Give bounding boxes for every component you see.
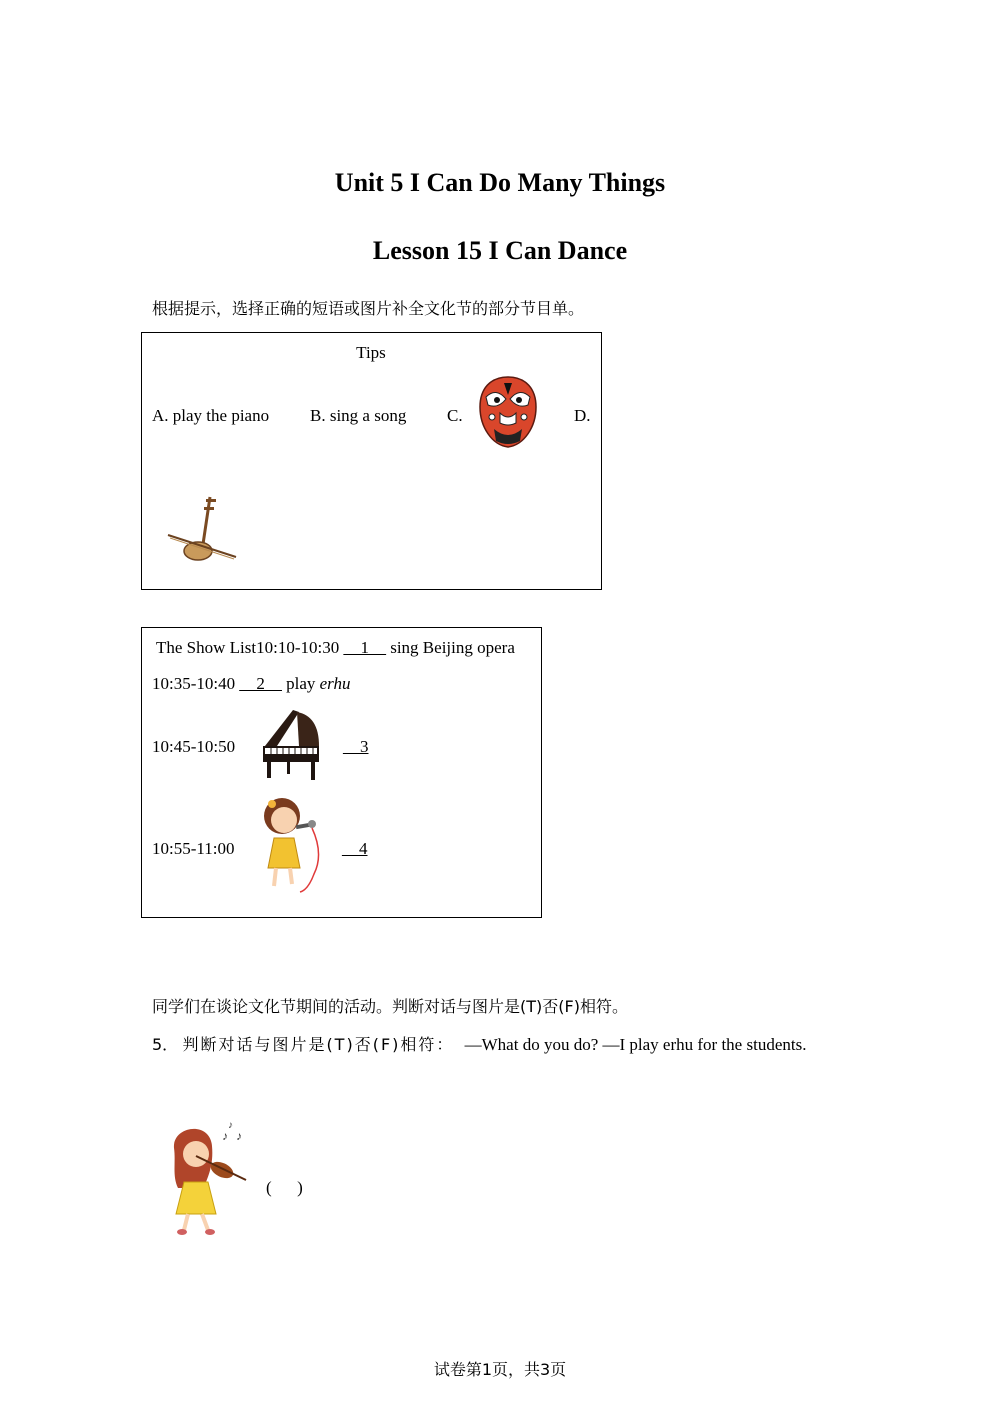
row2-blank: __2__ [239,674,282,693]
tips-heading: Tips [356,343,386,362]
q5-answer-paren: ( ) [266,1178,303,1197]
violin-girl-icon [166,1118,250,1238]
section2-instruction: 同学们在谈论文化节期间的活动。判断对话与图片是(T)否(F)相符。 [152,997,628,1016]
svg-text:♪: ♪ [222,1129,228,1143]
q5-dialogue: —What do you do? —I play erhu for the students. [464,1035,807,1054]
opera-mask-icon [476,375,540,449]
tips-option-a: A. play the piano [152,406,270,425]
row3-blank: __3 [343,737,369,756]
section1-instruction: 根据提示，选择正确的短语或图片补全文化节的部分节目单。 [152,299,585,318]
row1-blank: __1__ [343,638,386,657]
row1-text-after: sing Beijing opera [385,638,515,657]
erhu-icon [166,493,240,565]
q5-prompt: 判断对话与图片是(T)否(F)相符： [182,1035,455,1054]
show-list-box [141,627,542,918]
unit-title: Unit 5 I Can Do Many Things [334,168,666,197]
q5-number: 5． [152,1035,179,1054]
show-list-row1 [156,638,515,658]
row3-time: 10:45-10:50 [152,737,236,756]
page-footer: 试卷第1页，共3页 [433,1360,567,1379]
row4-time: 10:55-11:00 [152,839,235,858]
row2-text: play [281,674,320,693]
row1-text-before: The Show List10:10-10:30 [156,638,344,657]
tips-option-d: D. [574,406,591,425]
row2-italic: erhu [319,674,351,693]
show-list-row2 [152,674,351,694]
tips-option-b: B. sing a song [310,406,407,425]
row4-blank: __4 [342,839,368,858]
singing-girl-icon [254,794,328,896]
piano-icon [257,706,325,782]
lesson-title: Lesson 15 I Can Dance [372,236,628,265]
tips-box [141,332,602,590]
tips-option-c: C. [447,406,463,425]
question-5 [152,1032,806,1055]
svg-text:♪: ♪ [236,1129,242,1143]
svg-text:♪: ♪ [228,1120,233,1131]
row2-time: 10:35-10:40 [152,674,240,693]
